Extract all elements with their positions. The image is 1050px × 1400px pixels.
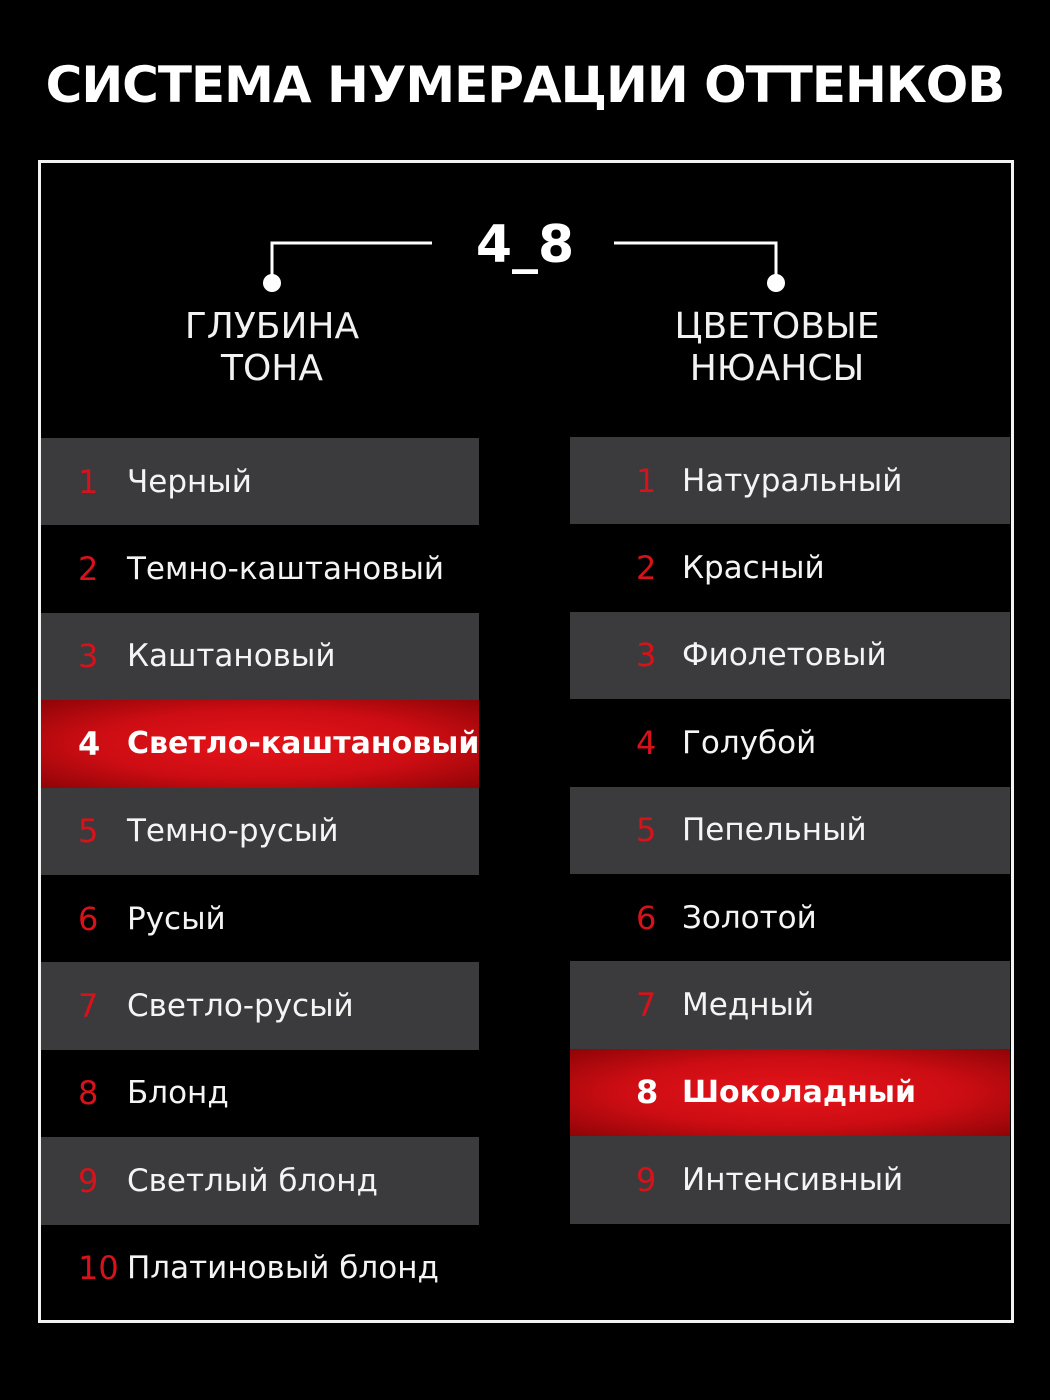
nuance-item-number: 3 xyxy=(636,636,657,675)
nuance-item-label: Шоколадный xyxy=(682,1074,916,1110)
depth-list xyxy=(41,438,479,1312)
nuance-item xyxy=(570,1136,1010,1223)
shade-code: 4_8 xyxy=(475,215,575,275)
depth-item-number: 7 xyxy=(78,987,99,1026)
depth-item-label: Светло-каштановый xyxy=(127,726,480,762)
depth-heading-line1: ГЛУБИНА xyxy=(184,306,360,347)
nuance-item xyxy=(570,437,1010,524)
nuance-item-number: 7 xyxy=(636,986,657,1025)
nuance-item-label: Пепельный xyxy=(682,812,867,849)
depth-item xyxy=(41,525,479,612)
nuance-connector-line xyxy=(614,243,776,283)
nuance-heading-line1: ЦВЕТОВЫЕ xyxy=(674,306,880,347)
nuance-item-number: 1 xyxy=(636,461,657,500)
depth-item-number: 3 xyxy=(78,637,99,676)
depth-item xyxy=(41,875,479,962)
nuance-list xyxy=(570,437,1010,1224)
depth-item-label: Темно-русый xyxy=(127,813,339,850)
nuance-item-label: Золотой xyxy=(682,899,817,936)
depth-heading xyxy=(102,306,442,390)
nuance-item xyxy=(570,874,1010,961)
depth-connector-dot xyxy=(263,274,281,292)
depth-item-number: 8 xyxy=(78,1074,99,1113)
depth-item-number: 4 xyxy=(78,724,101,763)
depth-heading-line2: ТОНА xyxy=(220,348,324,389)
depth-item xyxy=(41,700,479,787)
nuance-item-number: 6 xyxy=(636,898,657,937)
nuance-item-number: 8 xyxy=(636,1073,659,1112)
nuance-heading xyxy=(607,306,947,390)
depth-item-number: 6 xyxy=(78,899,99,938)
depth-item-number: 2 xyxy=(78,550,99,589)
depth-item-label: Платиновый блонд xyxy=(127,1250,439,1287)
depth-item-label: Светлый блонд xyxy=(127,1162,378,1199)
depth-item-number: 5 xyxy=(78,812,99,851)
nuance-item-number: 5 xyxy=(636,811,657,850)
depth-item xyxy=(41,788,479,875)
depth-item-label: Черный xyxy=(127,463,252,500)
depth-item-label: Светло-русый xyxy=(127,988,354,1025)
page-title: СИСТЕМА НУМЕРАЦИИ ОТТЕНКОВ xyxy=(45,56,1005,114)
nuance-item xyxy=(570,961,1010,1048)
nuance-heading-line2: НЮАНСЫ xyxy=(689,348,865,389)
depth-item-label: Каштановый xyxy=(127,638,336,675)
depth-item xyxy=(41,1050,479,1137)
depth-item-label: Русый xyxy=(127,900,226,937)
nuance-item-number: 4 xyxy=(636,723,657,762)
nuance-item-label: Натуральный xyxy=(682,462,903,499)
nuance-item-label: Красный xyxy=(682,550,825,587)
depth-item xyxy=(41,1225,479,1312)
depth-item xyxy=(41,613,479,700)
nuance-item xyxy=(570,699,1010,786)
depth-item xyxy=(41,962,479,1049)
depth-connector-line xyxy=(272,243,432,283)
nuance-item xyxy=(570,1049,1010,1136)
nuance-item-number: 2 xyxy=(636,549,657,588)
depth-item-label: Блонд xyxy=(127,1075,229,1112)
nuance-item-label: Медный xyxy=(682,987,815,1024)
depth-item xyxy=(41,438,479,525)
nuance-item-label: Интенсивный xyxy=(682,1161,904,1198)
nuance-item-label: Фиолетовый xyxy=(682,637,887,674)
depth-item-number: 1 xyxy=(78,462,99,501)
nuance-connector-dot xyxy=(767,274,785,292)
nuance-item xyxy=(570,787,1010,874)
nuance-item-number: 9 xyxy=(636,1160,657,1199)
depth-item-number: 9 xyxy=(78,1161,99,1200)
depth-item-label: Темно-каштановый xyxy=(127,551,445,588)
depth-item xyxy=(41,1137,479,1224)
nuance-item xyxy=(570,524,1010,611)
nuance-item-label: Голубой xyxy=(682,724,817,761)
depth-item-number: 10 xyxy=(78,1249,119,1288)
nuance-item xyxy=(570,612,1010,699)
